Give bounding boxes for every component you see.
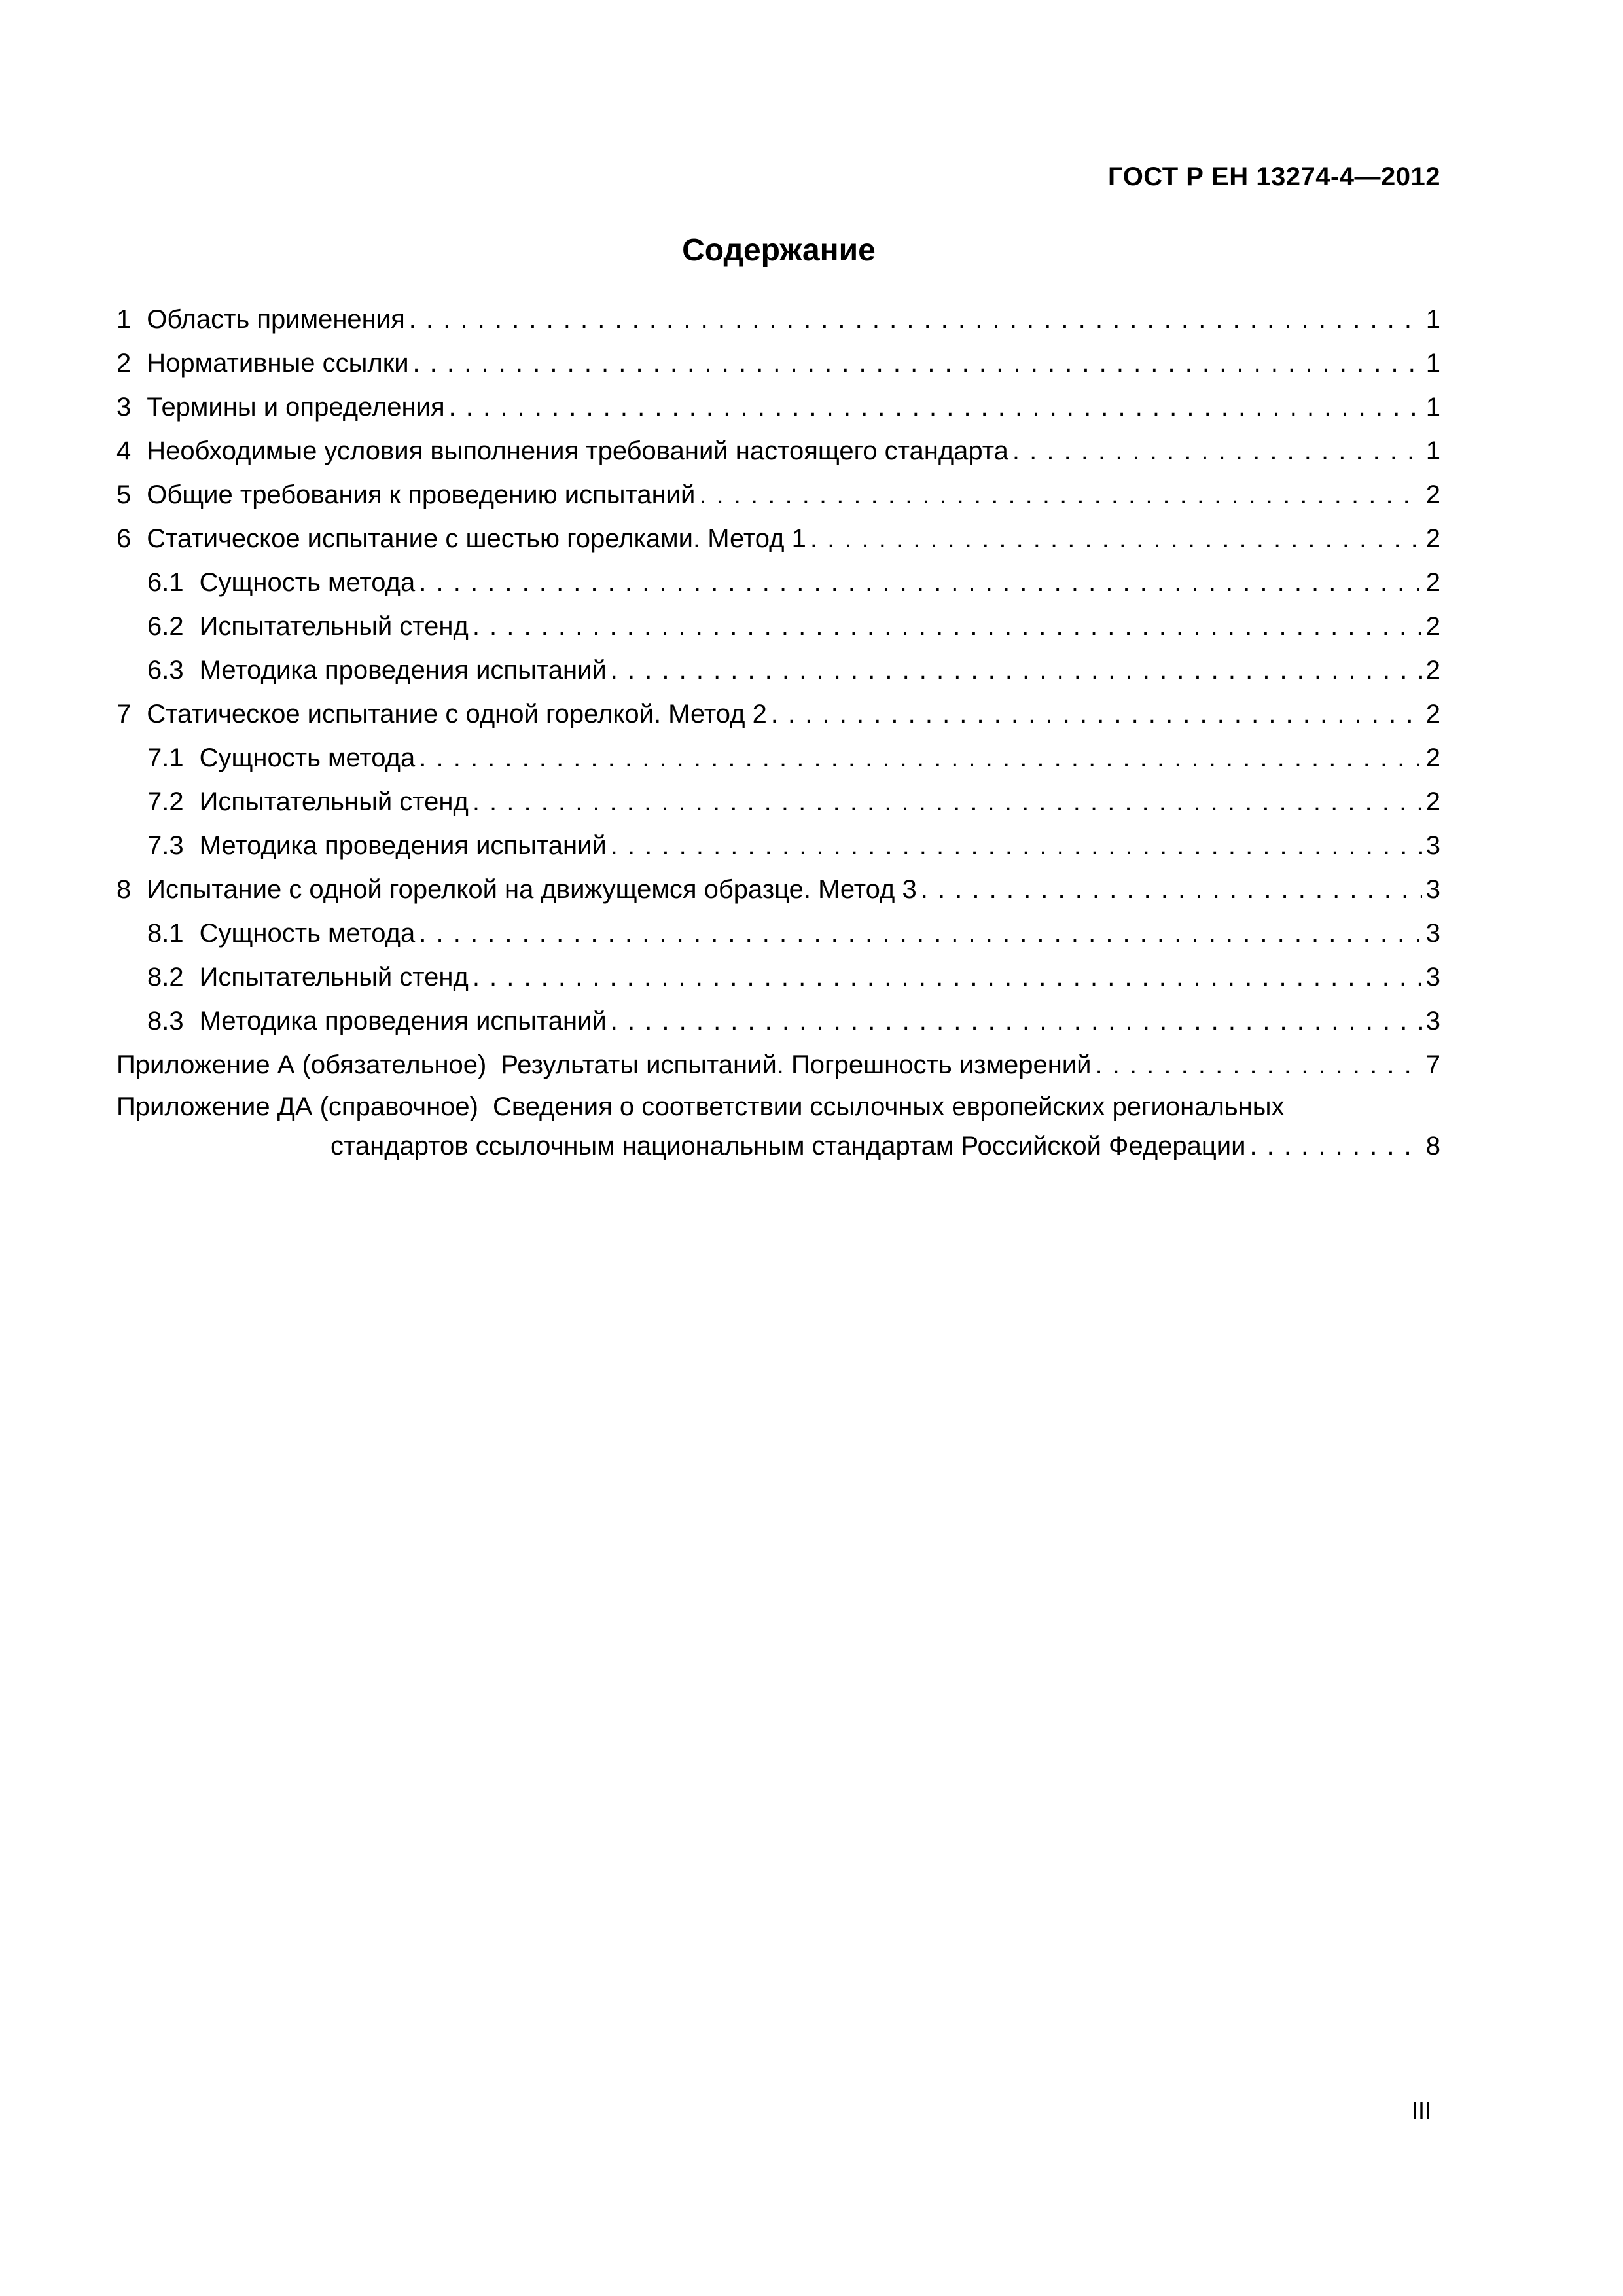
- toc-entry-8[interactable]: [116, 868, 1440, 912]
- toc-entry-number: 6.3: [147, 656, 184, 685]
- dot-leader: [473, 956, 1422, 999]
- toc-entry-number: 6.1: [147, 568, 184, 597]
- dot-leader: [611, 999, 1422, 1043]
- toc-entry-page: 3: [1425, 875, 1440, 904]
- toc-entry-title: Статическое испытание с одной горелкой. Метод 2: [147, 700, 767, 728]
- dot-leader: [473, 780, 1422, 824]
- toc-entry-8-1[interactable]: [116, 912, 1440, 956]
- toc-entry-number: 3: [116, 393, 132, 422]
- dot-leader: [611, 649, 1422, 692]
- toc-entry-number: 1: [116, 305, 132, 334]
- toc-entry-title: Область применения: [147, 305, 405, 334]
- appendix-title-line-1: Сведения о соответствии ссылочных европейских региональных: [493, 1092, 1285, 1121]
- toc-entry-title: Испытание с одной горелкой на движущемся образце. Метод 3: [147, 875, 917, 904]
- toc-entry-2[interactable]: [116, 342, 1440, 386]
- dot-leader: [419, 912, 1421, 956]
- dot-leader: [771, 692, 1422, 736]
- toc-entry-number: 8.1: [147, 919, 184, 948]
- toc-entry-number: 2: [116, 349, 132, 378]
- appendix-title: Результаты испытаний. Погрешность измерений: [501, 1050, 1092, 1079]
- toc-entry-number: 6.2: [147, 612, 184, 641]
- toc-entry-page: 2: [1425, 568, 1440, 597]
- toc-entry-number: 7.3: [147, 831, 184, 860]
- dot-leader: [699, 473, 1421, 517]
- toc-entry-6-1[interactable]: [116, 561, 1440, 605]
- dot-leader: [1096, 1043, 1422, 1087]
- toc-entry-page: 1: [1425, 349, 1440, 378]
- dot-leader: [810, 517, 1422, 561]
- toc-entry-page: 3: [1425, 919, 1440, 948]
- toc-entry-number: 7.2: [147, 787, 184, 816]
- toc-entry-title: Термины и определения: [147, 393, 445, 422]
- toc-entry-number: 4: [116, 437, 132, 465]
- toc-entry-title: Общие требования к проведению испытаний: [147, 480, 696, 509]
- toc-entry-title: Сущность метода: [199, 919, 416, 948]
- toc-entry-3[interactable]: [116, 386, 1440, 429]
- toc-entry-number: 8.3: [147, 1007, 184, 1035]
- toc-entry-page: 2: [1425, 744, 1440, 772]
- toc-entry-7[interactable]: [116, 692, 1440, 736]
- toc-entry-number: 5: [116, 480, 132, 509]
- toc-entry-page: 3: [1425, 1007, 1440, 1035]
- toc-entry-6[interactable]: [116, 517, 1440, 561]
- toc-entry-1[interactable]: [116, 298, 1440, 342]
- toc-entry-8-3[interactable]: [116, 999, 1440, 1043]
- toc-entry-number: 7.1: [147, 744, 184, 772]
- toc-entry-page: 3: [1425, 963, 1440, 992]
- dot-leader: [409, 298, 1422, 342]
- toc-entry-7-1[interactable]: [116, 736, 1440, 780]
- toc-entry-7-3[interactable]: [116, 824, 1440, 868]
- toc-title: Содержание: [682, 233, 876, 268]
- toc-entry-page: 1: [1425, 437, 1440, 465]
- dot-leader: [413, 342, 1422, 386]
- toc-entry-title: Методика проведения испытаний: [199, 656, 607, 685]
- toc-entry-title: Нормативные ссылки: [147, 349, 409, 378]
- toc-entry-page: 1: [1425, 305, 1440, 334]
- appendix-label: Приложение ДА (справочное): [116, 1092, 478, 1121]
- dot-leader: [419, 561, 1421, 605]
- dot-leader: [449, 386, 1422, 429]
- toc-entry-title: Сущность метода: [199, 744, 416, 772]
- dot-leader: [419, 736, 1421, 780]
- dot-leader: [611, 824, 1422, 868]
- toc-entry-7-2[interactable]: [116, 780, 1440, 824]
- appendix-page: 8: [1425, 1132, 1440, 1160]
- document-code: ГОСТ Р ЕН 13274-4—2012: [1108, 162, 1440, 191]
- toc-entry-number: 8.2: [147, 963, 184, 992]
- toc-entry-5[interactable]: [116, 473, 1440, 517]
- toc-entry-appendix-a[interactable]: [116, 1043, 1440, 1087]
- toc-entry-number: 6: [116, 524, 132, 553]
- toc-entry-4[interactable]: [116, 429, 1440, 473]
- table-of-contents: [116, 298, 1440, 1166]
- appendix-label: Приложение А (обязательное): [116, 1050, 487, 1079]
- toc-entry-8-2[interactable]: [116, 956, 1440, 999]
- dot-leader: [473, 605, 1422, 649]
- appendix-page: 7: [1425, 1050, 1440, 1079]
- dot-leader: [921, 868, 1422, 912]
- toc-entry-title: Необходимые условия выполнения требований настоящего стандарта: [147, 437, 1008, 465]
- dot-leader: [1012, 429, 1422, 473]
- toc-entry-appendix-da[interactable]: [116, 1087, 1440, 1126]
- toc-entry-page: 2: [1425, 524, 1440, 553]
- toc-entry-6-3[interactable]: [116, 649, 1440, 692]
- toc-entry-number: 7: [116, 700, 132, 728]
- toc-entry-title: Методика проведения испытаний: [199, 1007, 607, 1035]
- toc-entry-appendix-da-continuation[interactable]: [116, 1126, 1440, 1166]
- toc-entry-page: 2: [1425, 700, 1440, 728]
- toc-entry-title: Испытательный стенд: [199, 787, 469, 816]
- toc-entry-page: 2: [1425, 656, 1440, 685]
- toc-entry-page: 2: [1425, 480, 1440, 509]
- toc-entry-title: Сущность метода: [199, 568, 416, 597]
- toc-entry-title: Испытательный стенд: [199, 612, 469, 641]
- toc-entry-page: 3: [1425, 831, 1440, 860]
- toc-entry-title: Статическое испытание с шестью горелками. Метод 1: [147, 524, 806, 553]
- page-number: III: [1411, 2097, 1431, 2124]
- toc-entry-page: 2: [1425, 612, 1440, 641]
- toc-entry-6-2[interactable]: [116, 605, 1440, 649]
- toc-entry-page: 2: [1425, 787, 1440, 816]
- appendix-title-line-2: стандартов ссылочным национальным стандартам Российской Федерации: [330, 1132, 1246, 1160]
- toc-entry-number: 8: [116, 875, 132, 904]
- toc-entry-title: Испытательный стенд: [199, 963, 469, 992]
- dot-leader: [1250, 1126, 1422, 1166]
- toc-entry-title: Методика проведения испытаний: [199, 831, 607, 860]
- toc-entry-page: 1: [1425, 393, 1440, 422]
